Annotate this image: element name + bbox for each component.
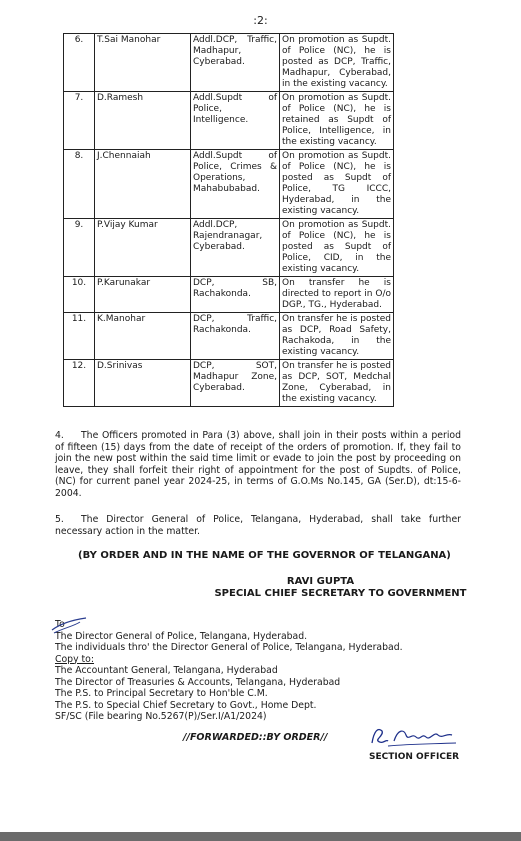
serial-number: 12. bbox=[64, 360, 95, 407]
present-post: DCP, SB, Rachakonda. bbox=[191, 277, 280, 313]
officer-name: J.Chennaiah bbox=[95, 150, 191, 219]
copy-line: SF/SC (File bearing No.5267(P)/Ser.I/A1/2024) bbox=[55, 711, 267, 722]
officer-row bbox=[64, 219, 394, 277]
present-post: Addl.DCP, Traffic, Madhapur, Cyberabad. bbox=[191, 34, 280, 92]
copy-line: The Accountant General, Telangana, Hyderabad bbox=[55, 665, 278, 676]
paragraph-text: The Officers promoted in Para (3) above, shall join in their posts within a period of fifteen (15) days from the date of receipt of the orders of promotion. If, they fail to join the new post within the said time limit or evade to join the post by proceeding on leave, they shall forfeit their right of appointment for the post of Supdts. of Police, (NC) for current panel year 2024-25, in terms of G.O.Ms No.145, GA (Ser.D), dt:15-6-2004. bbox=[55, 430, 461, 499]
serial-number: 11. bbox=[64, 313, 95, 360]
officer-row bbox=[64, 313, 394, 360]
officer-name: K.Manohar bbox=[95, 313, 191, 360]
officer-row bbox=[64, 150, 394, 219]
copy-line: The Director of Treasuries & Accounts, Telangana, Hyderabad bbox=[55, 676, 341, 688]
serial-number: 7. bbox=[64, 92, 95, 150]
paragraph-number: 5. bbox=[55, 514, 64, 525]
present-post: DCP, SOT, Madhapur Zone, Cyberabad. bbox=[191, 360, 280, 407]
serial-number: 9. bbox=[64, 219, 95, 277]
officer-row bbox=[64, 360, 394, 407]
officers-table bbox=[63, 33, 394, 407]
serial-number: 10. bbox=[64, 277, 95, 313]
forwarded-line: //FORWARDED::BY ORDER// bbox=[183, 732, 328, 743]
serial-number: 6. bbox=[64, 34, 95, 92]
posting-remarks: On promotion as Supdt. of Police (NC), he is retained as Supdt of Police, Intelligence, in the existing vacancy. bbox=[280, 92, 394, 150]
paragraph-number: 4. bbox=[55, 430, 64, 441]
handwritten-signature bbox=[368, 723, 460, 749]
officer-name: D.Srinivas bbox=[95, 360, 191, 407]
officer-name: D.Ramesh bbox=[95, 92, 191, 150]
posting-remarks: On promotion as Supdt. of Police (NC), he is posted as Supdt of Police, CID, in the existing vacancy. bbox=[280, 219, 394, 277]
to-label: To bbox=[55, 619, 65, 630]
posting-remarks: On transfer he is posted as DCP, SOT, Medchal Zone, Cyberabad, in the existing vacancy. bbox=[280, 360, 394, 407]
copy-line: The P.S. to Principal Secretary to Hon'ble C.M. bbox=[55, 688, 268, 699]
present-post: DCP, Traffic, Rachakonda. bbox=[191, 313, 280, 360]
present-post: Addl.Supdt of Police, Crimes & Operations, Mahabubabad. bbox=[191, 150, 280, 219]
officer-row bbox=[64, 34, 394, 92]
signatory-designation: SPECIAL CHIEF SECRETARY TO GOVERNMENT bbox=[214, 588, 467, 599]
paragraph-4 bbox=[55, 430, 461, 500]
to-block bbox=[55, 619, 403, 723]
present-post: Addl.Supdt of Police, Intelligence. bbox=[191, 92, 280, 150]
section-officer-label: SECTION OFFICER bbox=[369, 752, 460, 762]
copy-to-label: Copy to: bbox=[55, 653, 95, 665]
officer-name: P.Vijay Kumar bbox=[95, 219, 191, 277]
to-line: The Director General of Police, Telangana, Hyderabad. bbox=[55, 630, 308, 642]
officer-row bbox=[64, 277, 394, 313]
serial-number: 8. bbox=[64, 150, 95, 219]
pen-mark bbox=[50, 614, 90, 636]
posting-remarks: On promotion as Supdt. of Police (NC), he is posted as Supdt of Police, TG ICCC, Hyderabad, in the existing vacancy. bbox=[280, 150, 394, 219]
order-line: (BY ORDER AND IN THE NAME OF THE GOVERNOR OF TELANGANA) bbox=[78, 550, 451, 561]
posting-remarks: On transfer he is directed to report in O/o DGP., TG., Hyderabad. bbox=[280, 277, 394, 313]
scan-bottom-edge bbox=[0, 832, 521, 841]
copy-line: The P.S. to Special Chief Secretary to Govt., Home Dept. bbox=[55, 699, 317, 711]
signatory-name: RAVI GUPTA bbox=[286, 576, 355, 587]
officer-name: T.Sai Manohar bbox=[95, 34, 191, 92]
officer-name: P.Karunakar bbox=[95, 277, 191, 313]
posting-remarks: On transfer he is posted as DCP, Road Safety, Rachakoda, in the existing vacancy. bbox=[280, 313, 394, 360]
paragraph-text: The Director General of Police, Telangana, Hyderabad, shall take further necessary action in the matter. bbox=[55, 514, 461, 537]
officer-row bbox=[64, 92, 394, 150]
page-number: :2: bbox=[253, 14, 268, 27]
paragraph-5 bbox=[55, 514, 461, 537]
to-line: The individuals thro' the Director General of Police, Telangana, Hyderabad. bbox=[55, 642, 403, 653]
present-post: Addl.DCP, Rajendranagar, Cyberabad. bbox=[191, 219, 280, 277]
posting-remarks: On promotion as Supdt. of Police (NC), he is posted as DCP, Traffic, Madhapur, Cyberabad, in the existing vacancy. bbox=[280, 34, 394, 92]
